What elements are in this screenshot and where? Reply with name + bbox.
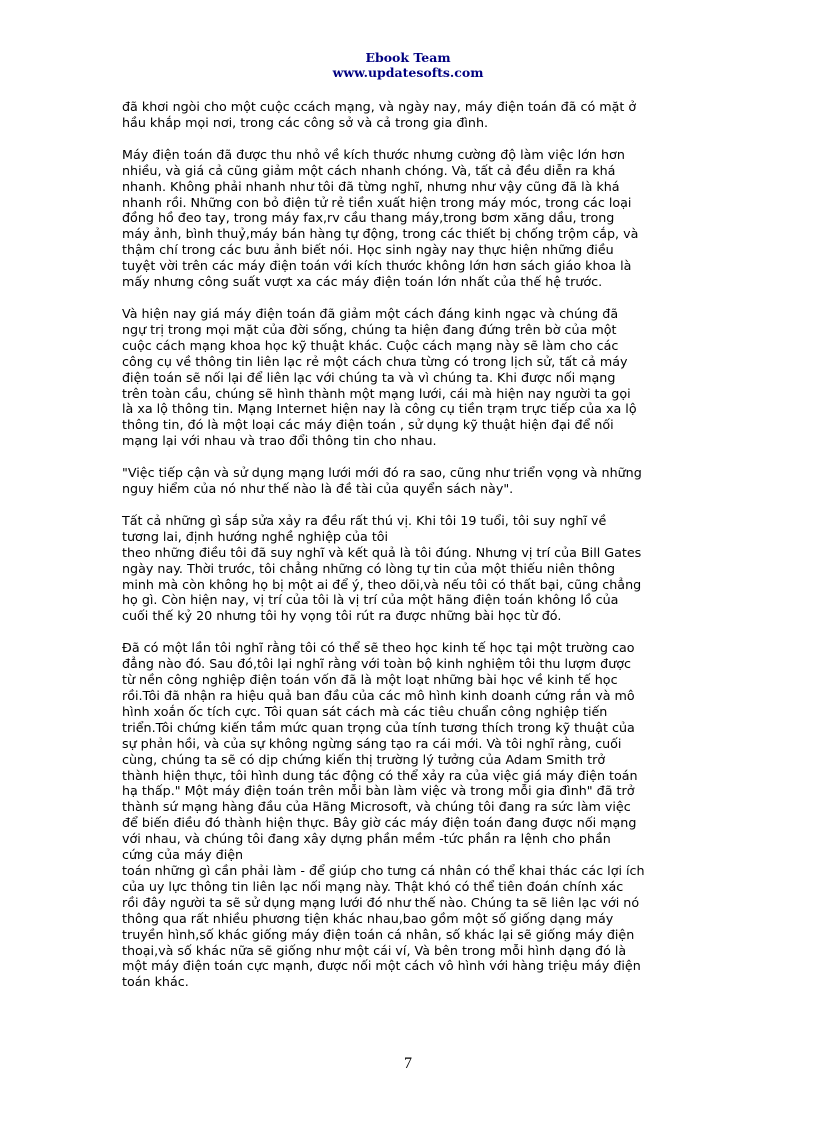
text-line: họ gì. Còn hiện nay, vị trí của tôi là vị trí của một hãng điện toán không lồ của [122, 592, 619, 608]
text-line: máy ảnh, bình thuỷ,máy bán hàng tự động, trong các thiết bị chống trộm cắp, và [122, 226, 639, 242]
text-line: hầu khắp mọi nơi, trong các công sở và cả trong gia đình. [122, 114, 489, 130]
text-line: mấy nhưng công suất vượt xa các máy điện toán lớn nhất của thế hệ trước. [122, 274, 603, 290]
paragraph [122, 513, 696, 624]
text-line: triển.Tôi chứng kiến tầm mức quan trọng của tính tương thích trong kỹ thuật của [122, 719, 635, 735]
paragraph [122, 640, 696, 990]
text-line: cùng, chúng ta sẽ có dịp chứng kiến thị trường lý tưởng của Adam Smith trở [122, 751, 606, 767]
text-line: nhanh rồi. Những con bỏ điện tử rẻ tiền xuất hiện trong máy móc, trong các loại [122, 194, 632, 210]
page-number: 7 [404, 1055, 412, 1072]
text-line: minh mà còn không họ bị một ai để ý, theo dõi,và nếu tôi có thất bại, cũng chẳng [122, 576, 642, 592]
text-line: cứng của máy điện [122, 847, 244, 863]
text-line: một máy điện toán cực mạnh, được nối một cách vô hình với hàng triệu máy điện [122, 958, 641, 974]
text-line: đồng hồ đeo tay, trong máy fax,rv cầu thang máy,trong bơm xăng dầu, trong [122, 210, 615, 226]
text-line: ngự trị trong mọi mặt của đời sống, chúng ta hiện đang đứng trên bờ của một [122, 321, 617, 337]
text-line: thông qua rất nhiều phương tiện khác nhau,bao gồm một số giống dạng máy [122, 910, 614, 926]
text-line: Và hiện nay giá máy điện toán đã giảm một cách đáng kinh ngạc và chúng đã [122, 305, 619, 321]
header-team: Ebook Team [365, 50, 451, 65]
text-line: nguy hiểm của nó như thế nào là đề tài của quyển sách này". [122, 481, 514, 497]
text-line: đẳng nào đó. Sau đó,tôi lại nghĩ rằng với toàn bộ kinh nghiệm tôi thu lượm được [122, 656, 631, 672]
text-line: truyền hình,số khác giống máy điện toán cá nhân, số khác lại sẽ giống máy điện [122, 926, 635, 942]
text-line: thậm chí trong các bưu ảnh biết nói. Học sinh ngày nay thực hiện những điều [122, 242, 614, 258]
text-line: rồi.Tôi đã nhận ra hiệu quả ban đầu của các mô hình kinh doanh cứng rắn và mô [122, 688, 635, 703]
paragraph [122, 99, 696, 131]
text-line: hạ thấp." Một máy điện toán trên mỗi bàn làm việc và trong mỗi gia đình" đã trở [122, 783, 635, 799]
text-line: toán những gì cần phải làm - để giúp cho tưng cá nhân có thể khai thác các lợi ích [122, 862, 645, 878]
text-line: đã khơi ngòi cho một cuộc ccách mạng, và ngày nay, máy điện toán đã có mặt ở [122, 99, 637, 114]
text-line: ngày nay. Thời trước, tôi chẳng những có lòng tự tin của một thiếu niên thông [122, 560, 616, 576]
text-line: trên toàn cầu, chúng sẽ hình thành một mạng lưới, cái mà hiện nay người ta gọi [122, 385, 631, 401]
text-line: điện toán sẽ nối lại để liên lạc với chúng ta và vì chúng ta. Khi được nối mạng [122, 369, 616, 385]
text-line: "Việc tiếp cận và sử dụng mạng lưới mới đó ra sao, cũng như triển vọng và những [122, 465, 642, 481]
text-line: tương lai, định hướng nghề nghiệp của tôi [122, 528, 389, 544]
text-line: nhanh. Không phải nhanh như tôi đã từng nghĩ, nhưng như vậy cũng đã là khá [122, 178, 620, 194]
text-line: tuyệt vời trên các máy điện toán với kích thước không lớn hơn sách giáo khoa là [122, 258, 632, 274]
text-line: để biến điều đó thành hiện thực. Bây giờ các máy điện toán đang được nối mạng [122, 815, 637, 831]
text-line: thông tin, đó là một loại các máy điện toán , sử dụng kỹ thuật hiện đại để nối [122, 417, 614, 433]
text-line: cuộc cách mạng khoa học kỹ thuật khác. Cuộc cách mạng này sẽ làm cho các [122, 337, 619, 353]
text-line: sự phản hồi, và của sự không ngừng sáng tạo ra cái mới. Và tôi nghĩ rằng, cuối [122, 735, 622, 751]
text-line: Tất cả những gì sắp sửa xảy ra đều rất thú vị. Khi tôi 19 tuổi, tôi suy nghĩ về [122, 512, 607, 528]
text-line: thành hiện thực, tôi hình dung tác động có thể xảy ra của việc giá máy điện toán [122, 767, 638, 783]
text-line: với nhau, và chúng tôi đang xây dựng phần mềm -tức phần ra lệnh cho phần [122, 831, 611, 847]
paragraph [122, 306, 696, 449]
text-line: nhiều, và giá cả cũng giảm một cách nhanh chóng. Và, tất cả đều diễn ra khá [122, 162, 616, 178]
header-website: www.updatesofts.com [332, 65, 484, 80]
text-line: từ nền công nghiệp điện toán vốn đã là một loạt những bài học về kinh tế học [122, 672, 618, 688]
text-line: cuối thế kỷ 20 nhưng tôi hy vọng tôi rút ra được những bài học từ đó. [122, 608, 562, 624]
text-line: rồi đây người ta sẽ sử dụng mạng lưới đó như thế nào. Chúng ta sẽ liên lạc với nó [122, 894, 640, 910]
paragraph [122, 147, 696, 290]
text-line: theo những điều tôi đã suy nghĩ và kết quả là tôi đúng. Nhưng vị trí của Bill Gates [122, 544, 642, 560]
page-header [0, 50, 816, 80]
body-text [122, 99, 696, 1006]
text-line: Đã có một lần tôi nghĩ rằng tôi có thể sẽ theo học kinh tế học tại một trường cao [122, 640, 635, 656]
text-line: toán khác. [122, 974, 189, 990]
text-line: Máy điện toán đã được thu nhỏ về kích thước nhưng cường độ làm việc lớn hơn [122, 146, 625, 162]
paragraph [122, 465, 696, 497]
text-line: của uy lực thông tin liên lạc nối mạng này. Thật khó có thể tiên đoán chính xác [122, 878, 624, 894]
text-line: công cụ về thông tin liên lạc rẻ một cách chưa từng có trong lịch sử, tất cả máy [122, 353, 628, 369]
text-line: thành sứ mạng hàng đầu của Hãng Microsoft, và chúng tôi đang ra sức làm việc [122, 799, 631, 815]
text-line: mạng lại với nhau và trao đổi thông tin cho nhau. [122, 433, 437, 449]
text-line: hình xoắn ốc tích cực. Tôi quan sát cách mà các tiêu chuẩn công nghiệp tiến [122, 703, 608, 719]
text-line: là xa lộ thông tin. Mạng Internet hiện nay là công cụ tiền trạm trực tiếp của xa lộ [122, 401, 637, 417]
text-line: thoại,và số khác nữa sẽ giống như một cái ví, Và bên trong mỗi hình dạng đó là [122, 942, 627, 958]
